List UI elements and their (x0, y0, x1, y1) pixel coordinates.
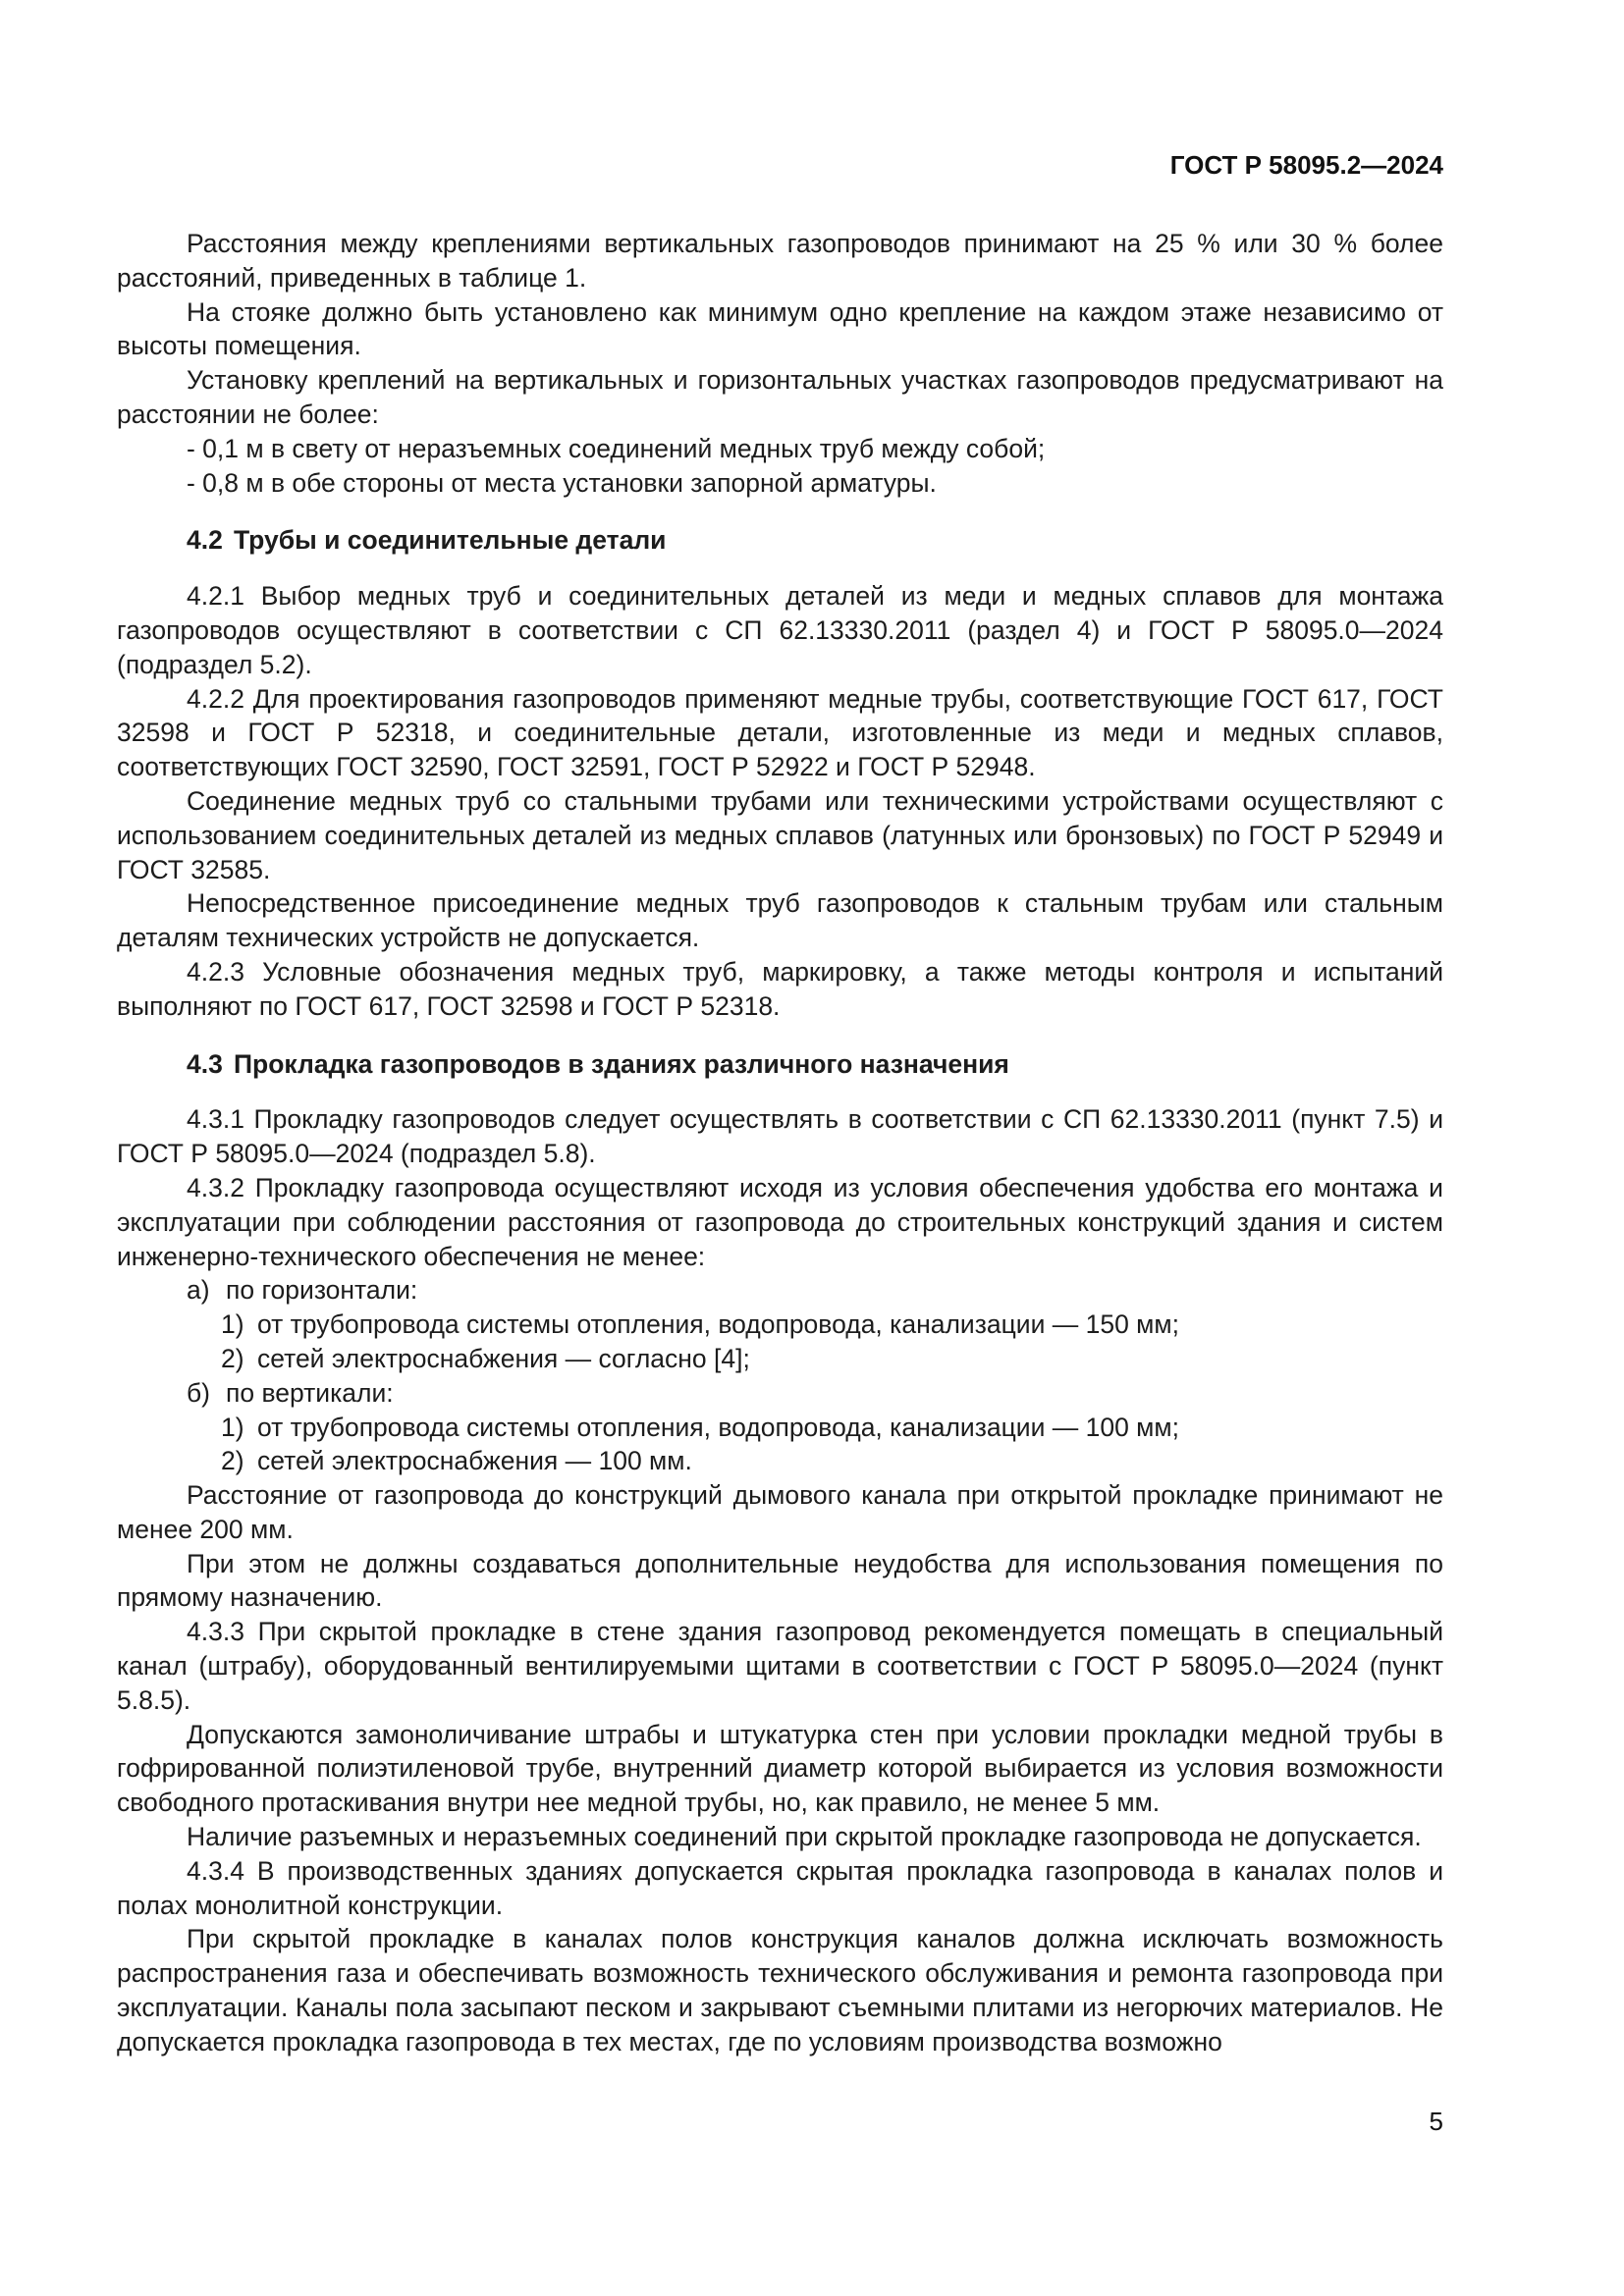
paragraph: 4.3.1 Прокладку газопроводов следует осуществлять в соответствии с СП 62.13330.2011 (пункт 7.5) и ГОСТ Р 58095.0—2024 (подраздел 5.8). (117, 1104, 1443, 1169)
paragraph: 4.3.4 В производственных зданиях допускается скрытая прокладка газопровода в каналах полов и полах монолитной конструкции. (117, 1855, 1443, 1920)
list-label: 2) (221, 1446, 244, 1476)
section-number: 4.2 (187, 525, 223, 556)
list-label: 1) (221, 1309, 244, 1340)
list-item (117, 1342, 1443, 1376)
list-item (117, 1308, 1443, 1342)
paragraph: Расстояние от газопровода до конструкций дымового канала при открытой прокладке принимают не менее 200 мм. (117, 1480, 1443, 1544)
paragraph: 4.3.3 При скрытой прокладке в стене здания газопровод рекомендуется помещать в специальный канал (штрабу), оборудованный вентилируемыми щитами в соответствии с ГОСТ Р 58095.0—2024 (пункт 5.8.5). (117, 1617, 1443, 1715)
section-number: 4.3 (187, 1048, 223, 1079)
section-heading-4-2 (117, 523, 1443, 558)
list-item (117, 1376, 1443, 1411)
paragraph: 4.3.2 Прокладку газопровода осуществляют исходя из условия обеспечения удобства его монтажа и эксплуатации при соблюдении расстояния от газопровода до строительных конструкций здания и систем инженерно-технического обеспечения не менее: (117, 1172, 1443, 1271)
list-label: 1) (221, 1412, 244, 1442)
list-item: - 0,8 м в обе стороны от места установки запорной арматуры. (187, 467, 937, 498)
section-title: Трубы и соединительные детали (234, 525, 667, 556)
paragraph: Допускаются замоноличивание штрабы и штукатурка стен при условии прокладки медной трубы в гофрированной полиэтиленовой трубе, внутренний диаметр которой выбирается из условия возможности свободного протаскивания внутри нее медной трубы, но, как правило, не менее 5 мм. (117, 1719, 1443, 1818)
document-body (117, 227, 1443, 2059)
list-item (117, 1411, 1443, 1445)
paragraph: 4.2.1 Выбор медных труб и соединительных деталей из меди и медных сплавов для монтажа газопроводов осуществляют в соответствии с СП 62.13330.2011 (раздел 4) и ГОСТ Р 58095.0—2024 (подраздел 5.2). (117, 581, 1443, 679)
list-item: - 0,1 м в свету от неразъемных соединений медных труб между собой; (187, 433, 1046, 463)
list-text: от трубопровода системы отопления, водопровода, канализации — 100 мм; (257, 1412, 1179, 1442)
paragraph: 4.2.2 Для проектирования газопроводов применяют медные трубы, соответствующие ГОСТ 617, ГОСТ 32598 и ГОСТ Р 52318, и соединительные детали, изготовленные из меди и медных сплавов, соответствующих ГОСТ 32590, ГОСТ 32591, ГОСТ Р 52922 и ГОСТ Р 52948. (117, 683, 1443, 782)
list-item (117, 1444, 1443, 1478)
list-label: 2) (221, 1343, 244, 1373)
list-text: сетей электроснабжения — 100 мм. (257, 1446, 692, 1476)
section-heading-4-3 (117, 1047, 1443, 1082)
list-text: сетей электроснабжения — согласно [4]; (257, 1343, 750, 1373)
paragraph: На стояке должно быть установлено как минимум одно крепление на каждом этаже независимо от высоты помещения. (117, 296, 1443, 361)
paragraph: При этом не должны создаваться дополнительные неудобства для использования помещения по прямому назначению. (117, 1548, 1443, 1613)
list-label: а) (187, 1275, 210, 1306)
section-title: Прокладка газопроводов в зданиях различного назначения (234, 1048, 1009, 1079)
list-text: по вертикали: (226, 1377, 394, 1408)
document-code-header: ГОСТ Р 58095.2—2024 (1169, 150, 1443, 180)
paragraph: 4.2.3 Условные обозначения медных труб, маркировку, а также методы контроля и испытаний выполняют по ГОСТ 617, ГОСТ 32598 и ГОСТ Р 52318. (117, 956, 1443, 1021)
paragraph: При скрытой прокладке в каналах полов конструкция каналов должна исключать возможность распространения газа и обеспечивать возможность технического обслуживания и ремонта газопровода при эксплуатации. Каналы пола засыпают песком и закрывают съемными плитами из негорючих материалов. Не допускается прокладка газопровода в тех местах, где по условиям производства возможно (117, 1924, 1443, 2056)
paragraph: Соединение медных труб со стальными трубами или техническими устройствами осуществляют с использованием соединительных деталей из медных сплавов (латунных или бронзовых) по ГОСТ Р 52949 и ГОСТ 32585. (117, 785, 1443, 884)
page-number: 5 (1429, 2107, 1443, 2136)
paragraph: Установку креплений на вертикальных и горизонтальных участках газопроводов предусматривают на расстоянии не более: (117, 365, 1443, 429)
paragraph: Расстояния между креплениями вертикальных газопроводов принимают на 25 % или 30 % более расстояний, приведенных в таблице 1. (117, 229, 1443, 293)
list-label: б) (187, 1377, 211, 1408)
paragraph: Непосредственное присоединение медных труб газопроводов к стальным трубам или стальным деталям технических устройств не допускается. (117, 888, 1443, 953)
list-text: по горизонтали: (226, 1275, 418, 1306)
paragraph: Наличие разъемных и неразъемных соединений при скрытой прокладке газопровода не допускается. (187, 1822, 1422, 1852)
list-item (117, 1273, 1443, 1308)
list-text: от трубопровода системы отопления, водопровода, канализации — 150 мм; (257, 1309, 1179, 1340)
